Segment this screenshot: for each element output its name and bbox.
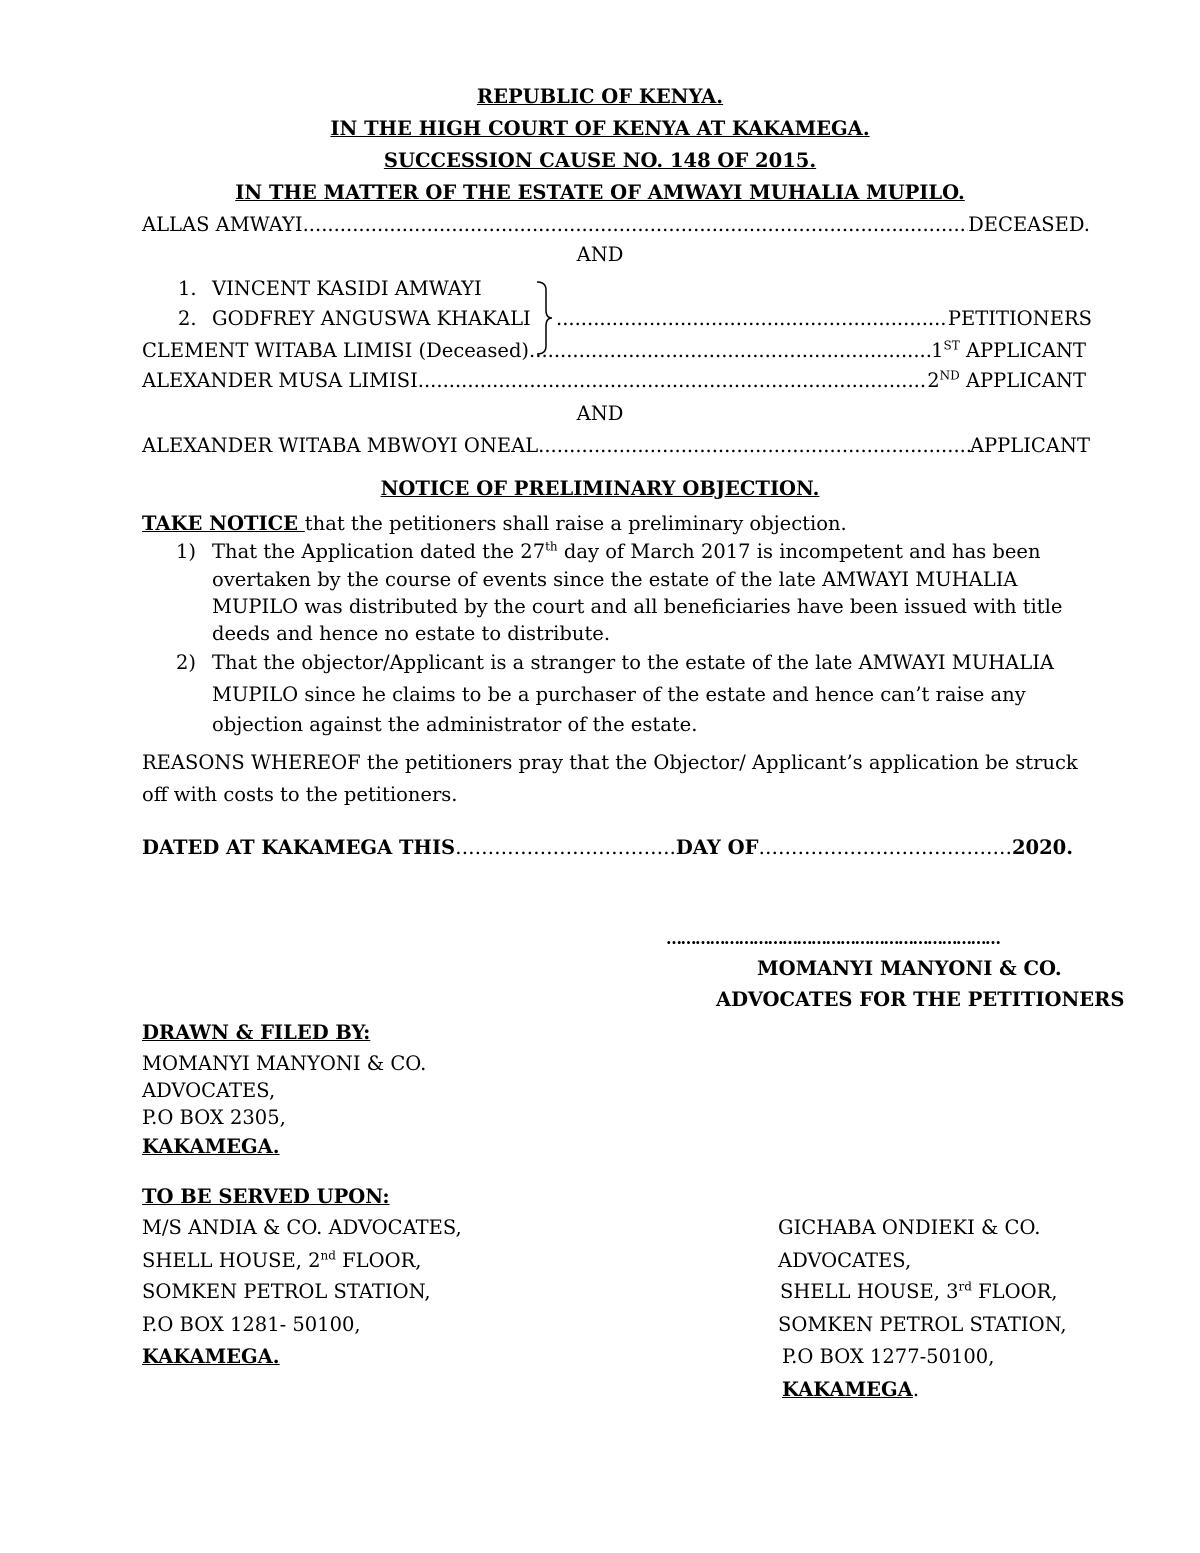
applicant-3-role: APPLICANT [969,434,1090,457]
item-1-ordinal-suffix: th [545,539,558,554]
item-1-text-a: That the Application dated the 27 [212,540,546,563]
served-right-line-1: GICHABA ONDIEKI & CO. [778,1216,1041,1239]
dated-blank-month: ………………………………… [758,836,1012,859]
item-1-line-3: MUPILO was distributed by the court and all beneficiaries have been issued with title [212,595,1063,618]
applicant-2-ordinal: 2 [927,369,940,392]
reasons-line-2: off with costs to the petitioners. [142,783,458,806]
header-matter: IN THE MATTER OF THE ESTATE OF AMWAYI MUHALIA MUPILO. [235,181,965,204]
notice-title: NOTICE OF PRELIMINARY OBJECTION. [380,477,820,500]
and-separator-2: AND [576,402,624,425]
dated-day-of: DAY OF [675,836,759,859]
applicant-1-role [931,338,1086,364]
served-right-line-5: P.O BOX 1277-50100, [782,1345,995,1368]
applicant-2-role-label: APPLICANT [959,369,1086,392]
deceased-role: DECEASED. [968,213,1090,236]
served-right-floor-b: FLOOR, [971,1280,1058,1303]
petitioner-1-name: VINCENT KASIDI AMWAYI [212,277,482,300]
applicant-1-row [142,338,1086,364]
signature-line: …………………………………………………………… [666,929,1000,948]
item-1-line-4: deeds and hence no estate to distribute. [212,622,611,645]
served-left-line-5: KAKAMEGA. [142,1345,280,1368]
applicant-3-row [142,433,1090,459]
dated-year: 2020. [1011,836,1074,859]
leader-dots [529,338,931,364]
applicant-2-row [142,368,1086,394]
petitioner-2-number: 2. [178,307,197,330]
served-right-line-2: ADVOCATES, [778,1249,912,1272]
served-right-city: KAKAMEGA [782,1378,913,1401]
notice-intro [142,511,847,537]
applicant-2-name: ALEXANDER MUSA LIMISI [142,369,418,392]
applicant-2-role [927,368,1086,394]
applicant-2-ordinal-suffix: ND [939,368,960,383]
applicant-1-ordinal-suffix: ST [943,338,960,353]
item-2-line-3: objection against the administrator of the estate. [212,713,698,736]
applicant-1-name: CLEMENT WITABA LIMISI (Deceased) [142,339,530,362]
leader-dots [556,306,948,332]
item-1-line-2: overtaken by the course of events since the estate of the late AMWAYI MUHALIA [212,568,1018,591]
deceased-row [142,212,1090,238]
leader-dots [418,368,927,394]
drawn-line-4: KAKAMEGA. [142,1135,280,1158]
reasons-line-1: REASONS WHEREOF the petitioners pray that the Objector/ Applicant’s application be struck [142,751,1078,774]
item-2-number: 2) [176,651,197,674]
served-right-line-4: SOMKEN PETROL STATION, [778,1313,1067,1336]
item-1-text-b: day of March 2017 is incompetent and has been [557,540,1041,563]
item-2-line-1: That the objector/Applicant is a stranger to the estate of the late AMWAYI MUHALIA [212,651,1055,674]
served-left-floor-b: FLOOR, [335,1249,422,1272]
dated-blank-day: ……………………………. [455,836,676,859]
drawn-line-3: P.O BOX 2305, [142,1106,286,1129]
served-right-floor-suffix: rd [958,1279,972,1294]
applicant-3-name: ALEXANDER WITABA MBWOYI ONEAL [142,434,539,457]
item-1-line-1 [212,539,1041,565]
and-separator-1: AND [576,243,624,266]
dated-label: DATED AT KAKAMEGA THIS [142,836,456,859]
leader-dots [303,212,969,238]
served-right-city-dot: . [912,1378,920,1401]
signature-firm: MOMANYI MANYONI & CO. [757,957,1062,980]
applicant-1-role-label: APPLICANT [959,339,1086,362]
drawn-line-2: ADVOCATES, [142,1079,276,1102]
applicant-1-ordinal: 1 [931,339,944,362]
header-court: IN THE HIGH COURT OF KENYA AT KAKAMEGA. [330,117,870,140]
served-right-line-3 [780,1279,1058,1305]
served-left-floor-a: SHELL HOUSE, 2 [142,1249,321,1272]
deceased-name: ALLAS AMWAYI [142,213,303,236]
header-cause: SUCCESSION CAUSE NO. 148 OF 2015. [383,149,817,172]
served-left-line-1: M/S ANDIA & CO. ADVOCATES, [142,1216,462,1239]
signature-role: ADVOCATES FOR THE PETITIONERS [716,988,1125,1011]
served-left-floor-suffix: nd [320,1248,336,1263]
drawn-line-1: MOMANYI MANYONI & CO. [142,1052,427,1075]
item-1-number: 1) [176,540,197,563]
take-notice-label: TAKE NOTICE [142,512,305,535]
item-2-line-2: MUPILO since he claims to be a purchaser of the estate and hence can’t raise any [212,683,1026,706]
petitioner-2-name: GODFREY ANGUSWA KHAKALI [212,307,531,330]
served-right-line-6 [782,1377,919,1403]
served-left-line-3: SOMKEN PETROL STATION, [142,1280,431,1303]
drawn-heading: DRAWN & FILED BY: [142,1021,371,1044]
served-heading: TO BE SERVED UPON: [142,1185,390,1208]
served-left-line-4: P.O BOX 1281- 50100, [142,1313,361,1336]
dated-line [142,835,1073,861]
served-right-floor-a: SHELL HOUSE, 3 [780,1280,959,1303]
petitioners-role: PETITIONERS [947,307,1092,330]
header-republic: REPUBLIC OF KENYA. [476,85,724,108]
notice-intro-text: that the petitioners shall raise a preliminary objection. [304,512,847,535]
petitioners-row [556,306,1092,332]
served-left-line-2 [142,1248,422,1274]
leader-dots [538,433,970,459]
petitioner-1-number: 1. [178,277,197,300]
